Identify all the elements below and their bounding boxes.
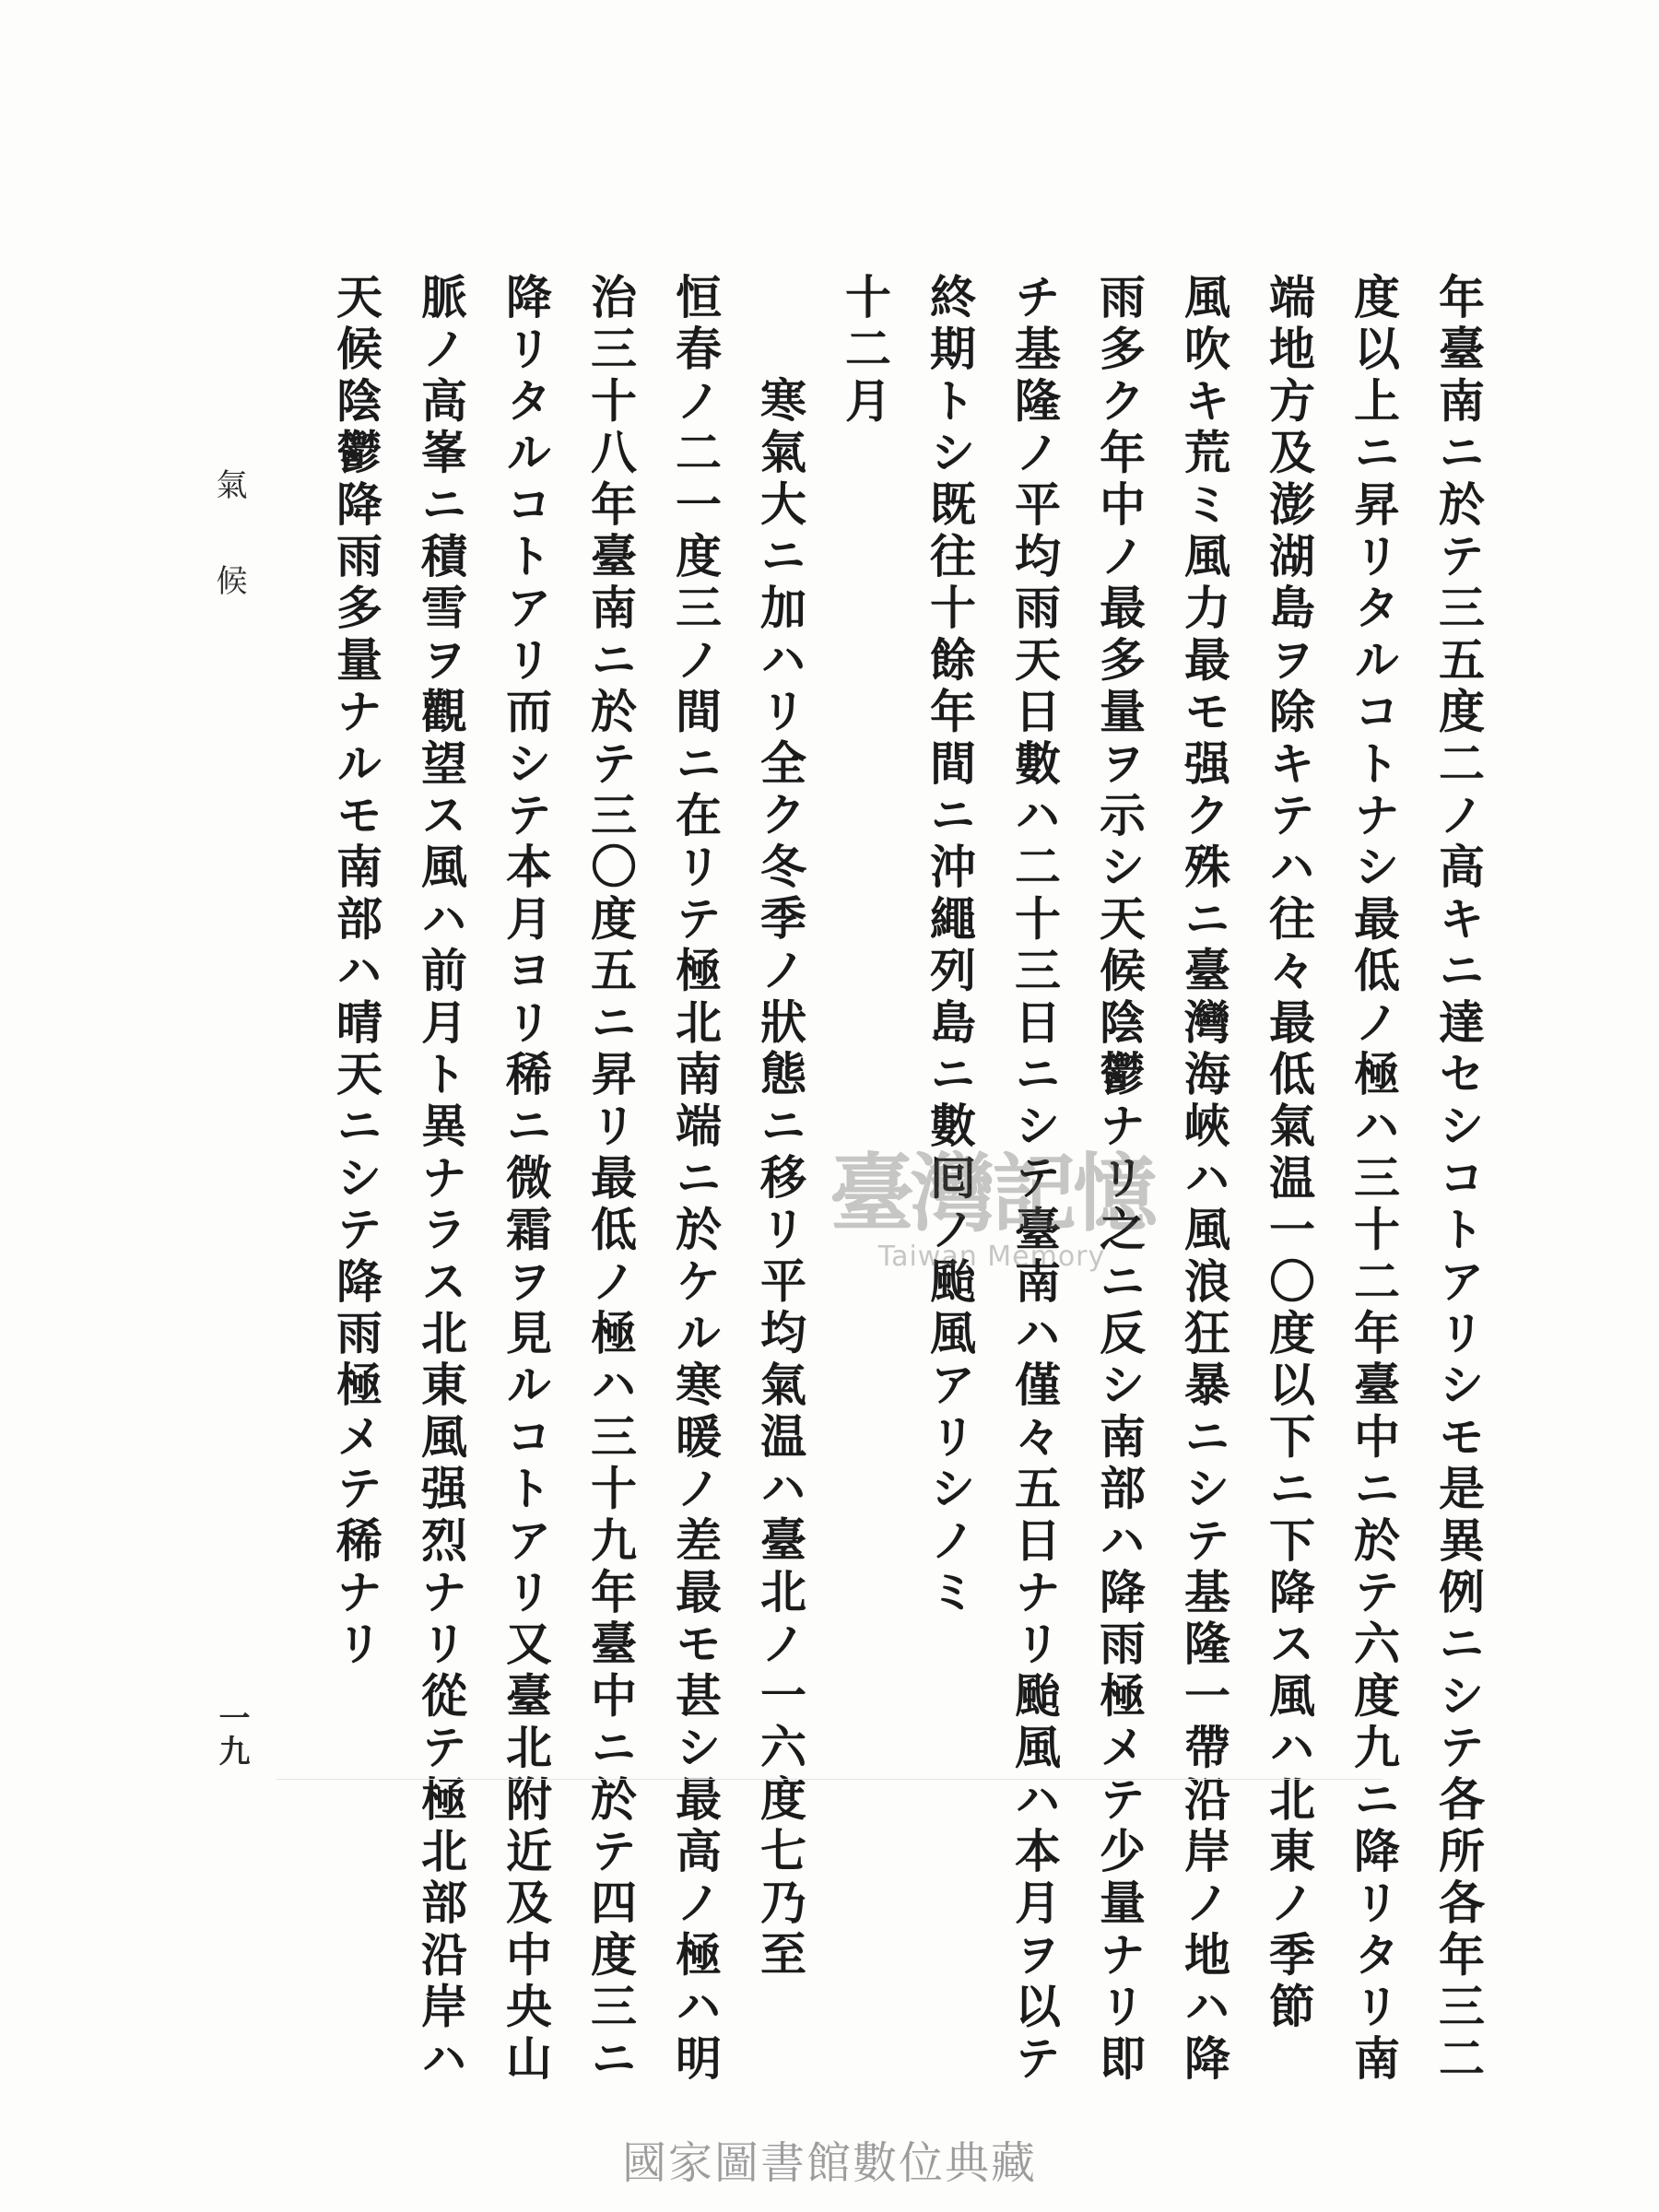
text-column: 度以上ニ昇リタルコトナシ最低ノ極ハ三十二年臺中ニ於テ六度九ニ降リタリ南: [1347, 273, 1401, 2086]
text-column: 端地方及澎湖島ヲ除キテハ往々最低氣温一〇度以下ニ下降ス風ハ北東ノ季節: [1262, 273, 1316, 2034]
text-column: 終期トシ既往十餘年間ニ沖繩列島ニ數囘ノ颱風アリシノミ: [923, 273, 977, 1620]
page-number: 一九: [213, 1701, 250, 1768]
watermark-subtitle: Taiwan Memory: [877, 1241, 1106, 1273]
section-heading-december: 十二月: [838, 273, 892, 429]
text-column: 年臺南ニ於テ三五度二ノ高キニ達セシコトアリシモ是異例ニシテ各所各年三二: [1431, 273, 1486, 2086]
text-column: 脈ノ高峯ニ積雪ヲ觀望ス風ハ前月ト異ナラス北東風强烈ナリ從テ極北部沿岸ハ: [414, 273, 468, 2086]
archive-footer: 國家圖書館數位典藏: [621, 2137, 1037, 2189]
text-column: チ基隆ノ平均雨天日數ハ二十三日ニシテ臺南ハ僅々五日ナリ颱風ハ本月ヲ以テ: [1007, 273, 1062, 2086]
text-column: 雨多ク年中ノ最多量ヲ示シ天候陰鬱ナリ之ニ反シ南部ハ降雨極メテ少量ナリ即: [1092, 273, 1147, 2086]
page-edge-divider: [276, 1779, 1382, 1780]
text-column: 天候陰鬱降雨多量ナルモ南部ハ晴天ニシテ降雨極メテ稀ナリ: [329, 273, 383, 1672]
text-column: 恒春ノ二一度三ノ間ニ在リテ極北南端ニ於ケル寒暖ノ差最モ甚シ最高ノ極ハ明: [668, 273, 723, 2086]
body-text: [329, 273, 1486, 2086]
watermark-logo: 臺灣記憶: [830, 1144, 1155, 1243]
running-head: 氣候: [210, 468, 247, 660]
text-column: 治三十八年臺南ニ於テ三〇度五ニ昇リ最低ノ極ハ三十九年臺中ニ於テ四度三ニ: [583, 273, 638, 2086]
text-column: 寒氣大ニ加ハリ全ク冬季ノ狀態ニ移リ平均氣温ハ臺北ノ一六度七乃至: [753, 376, 807, 1983]
text-column: 降リタルコトアリ而シテ本月ヨリ稀ニ微霜ヲ見ルコトアリ又臺北附近及中央山: [499, 273, 553, 2086]
text-column: 風吹キ荒ミ風力最モ强ク殊ニ臺灣海峽ハ風浪狂暴ニシテ基隆一帶沿岸ノ地ハ降: [1177, 273, 1231, 2086]
